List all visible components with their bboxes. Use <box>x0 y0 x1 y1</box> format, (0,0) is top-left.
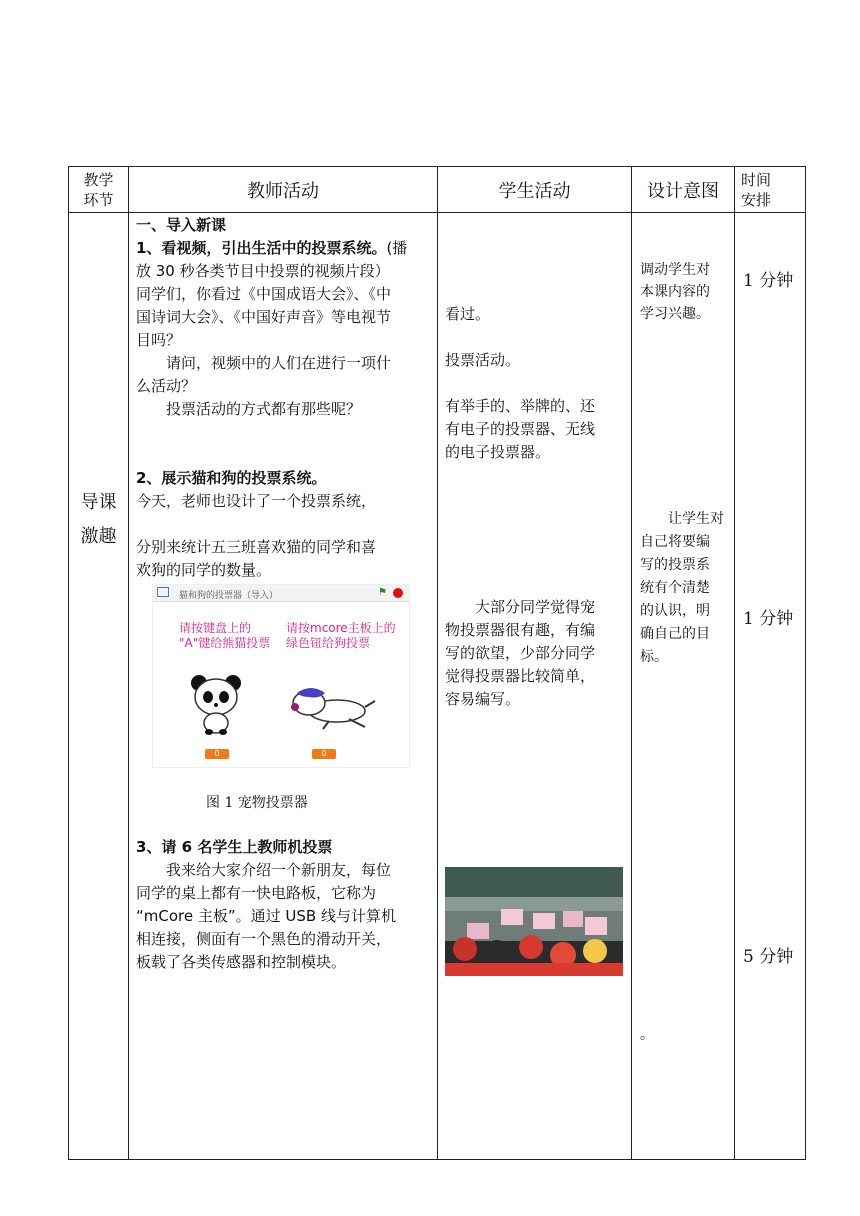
design-intent-1-line1: 调动学生对 <box>640 262 710 278</box>
header-stage <box>69 167 128 212</box>
question1-line2: 国诗词大会》、《中国好声音》等电视节 <box>136 308 392 326</box>
column-divider-2 <box>437 166 438 1160</box>
item3-text-line4: 相连接，侧面有一个黑色的滑动开关， <box>136 930 392 948</box>
panda-instruction <box>179 621 270 651</box>
student-answer-4-line5: 容易编写。 <box>445 690 521 708</box>
dog-instruction-line2: 绿色钮给狗投票 <box>286 636 371 650</box>
student-answer-2: 投票活动。 <box>445 351 521 369</box>
question2-line2: 么活动？ <box>136 377 197 395</box>
design-intent-2-line5: 的认识，明 <box>640 603 710 619</box>
table-border-right <box>805 166 806 1160</box>
design-intent-2-line6: 确自己的目 <box>640 626 710 642</box>
design-intent-1-line2: 本课内容的 <box>640 284 710 300</box>
teacher-activity-part3 <box>136 836 436 974</box>
green-flag-icon: ⚑ <box>378 587 387 598</box>
item2-text2-line1: 分别来统计五三班喜欢猫的同学和喜 <box>136 538 377 556</box>
item3-text-line1: 我来给大家介绍一个新朋友，每位 <box>166 861 392 879</box>
lesson-plan-table <box>68 166 806 1160</box>
column-divider-3 <box>631 166 632 1160</box>
item3-title: 3、请 6 名学生上教师机投票 <box>136 838 333 856</box>
screen-icon <box>157 587 169 597</box>
panda-vote-counter: 0 <box>205 749 229 759</box>
header-design-intent: 设计意图 <box>647 180 719 202</box>
student-answer-4-line3: 写的欲望，少部分同学 <box>445 644 596 662</box>
table-border-left <box>68 166 69 1160</box>
classroom-photo <box>445 867 623 976</box>
student-answer-4-line2: 物投票器很有趣，有编 <box>445 621 596 639</box>
column-divider-4 <box>734 166 735 1160</box>
student-answer-3-line3: 的电子投票器。 <box>445 443 551 461</box>
header-teacher-activity: 教师活动 <box>247 180 319 202</box>
column-divider-1 <box>128 166 129 1160</box>
design-intent-1 <box>640 259 732 325</box>
design-intent-1-line3: 学习兴趣。 <box>640 306 710 322</box>
item1-rest-a: (播 <box>386 239 408 257</box>
design-intent-2 <box>640 508 732 669</box>
panda-instruction-line1: 请按键盘上的 <box>179 621 252 635</box>
teacher-activity <box>136 214 436 582</box>
student-answer-4-line4: 觉得投票器比较简单， <box>445 667 596 685</box>
time-1: 1 分钟 <box>743 271 794 291</box>
header-time-line2: 安排 <box>741 190 772 209</box>
time-3: 5 分钟 <box>743 947 794 967</box>
section-title: 一、导入新课 <box>136 216 227 234</box>
header-time-line1: 时间 <box>741 170 772 189</box>
student-answer-1: 看过。 <box>445 305 491 323</box>
dog-instruction <box>286 621 396 651</box>
pet-voting-screenshot <box>152 584 410 768</box>
design-intent-2-line1: 让学生对 <box>668 511 724 527</box>
student-answer-3-line2: 有电子的投票器、无线 <box>445 420 596 438</box>
student-answer-4 <box>445 596 627 711</box>
student-answer-3-line1: 有举手的、举牌的、还 <box>445 397 596 415</box>
item3-text-line2: 同学的桌上都有一快电路板，它称为 <box>136 884 377 902</box>
stop-icon <box>393 588 403 598</box>
item3-text-line5: 板载了各类传感器和控制模块。 <box>136 953 347 971</box>
header-time <box>735 167 805 212</box>
dog-icon <box>279 685 379 733</box>
stage-line1: 导课 <box>80 492 117 513</box>
design-intent-2-line2: 自己将要编 <box>640 534 710 550</box>
dog-instruction-line1: 请按mcore主板上的 <box>286 621 396 635</box>
design-intent-2-line4: 统有个清楚 <box>640 580 710 596</box>
figure-caption: 图 1 宠物投票器 <box>206 795 308 811</box>
question1-line1: 同学们，你看过《中国成语大会》、《中 <box>136 285 392 303</box>
header-stage-line1: 教学 <box>83 170 114 189</box>
panda-icon <box>185 673 247 735</box>
stage-line2: 激趣 <box>80 526 117 547</box>
header-stage-line2: 环节 <box>83 190 114 209</box>
design-intent-2-line3: 写的投票系 <box>640 557 710 573</box>
dog-vote-counter: 0 <box>312 749 336 759</box>
student-answer-3 <box>445 395 627 464</box>
question3: 投票活动的方式都有那些呢？ <box>166 400 362 418</box>
screenshot-title: 猫和狗的投票器（导入） <box>179 591 279 601</box>
design-intent-2-line7: 标。 <box>640 649 668 665</box>
panda-instruction-line2: "A"键给熊猫投票 <box>179 636 271 650</box>
item1-rest-b: 放 30 秒各类节目中投票的视频片段） <box>136 262 390 280</box>
item2-text2-line2: 欢狗的同学的数量。 <box>136 561 272 579</box>
design-intent-3: 。 <box>640 1027 654 1043</box>
header-student-activity: 学生活动 <box>498 180 571 202</box>
time-2: 1 分钟 <box>743 609 794 629</box>
question1-line3: 目吗？ <box>136 331 182 349</box>
question2-line1: 请问，视频中的人们在进行一项什 <box>166 354 392 372</box>
screenshot-titlebar <box>153 585 409 602</box>
stage-cell <box>69 486 128 554</box>
item2-title: 2、展示猫和狗的投票系统。 <box>136 469 327 487</box>
item2-text1: 今天，老师也设计了一个投票系统， <box>136 492 377 510</box>
item1-title: 1、看视频，引出生活中的投票系统。 <box>136 239 387 257</box>
item3-text-line3: “mCore 主板”。通过 USB 线与计算机 <box>136 907 396 925</box>
student-answer-4-line1: 大部分同学觉得宠 <box>475 598 596 616</box>
